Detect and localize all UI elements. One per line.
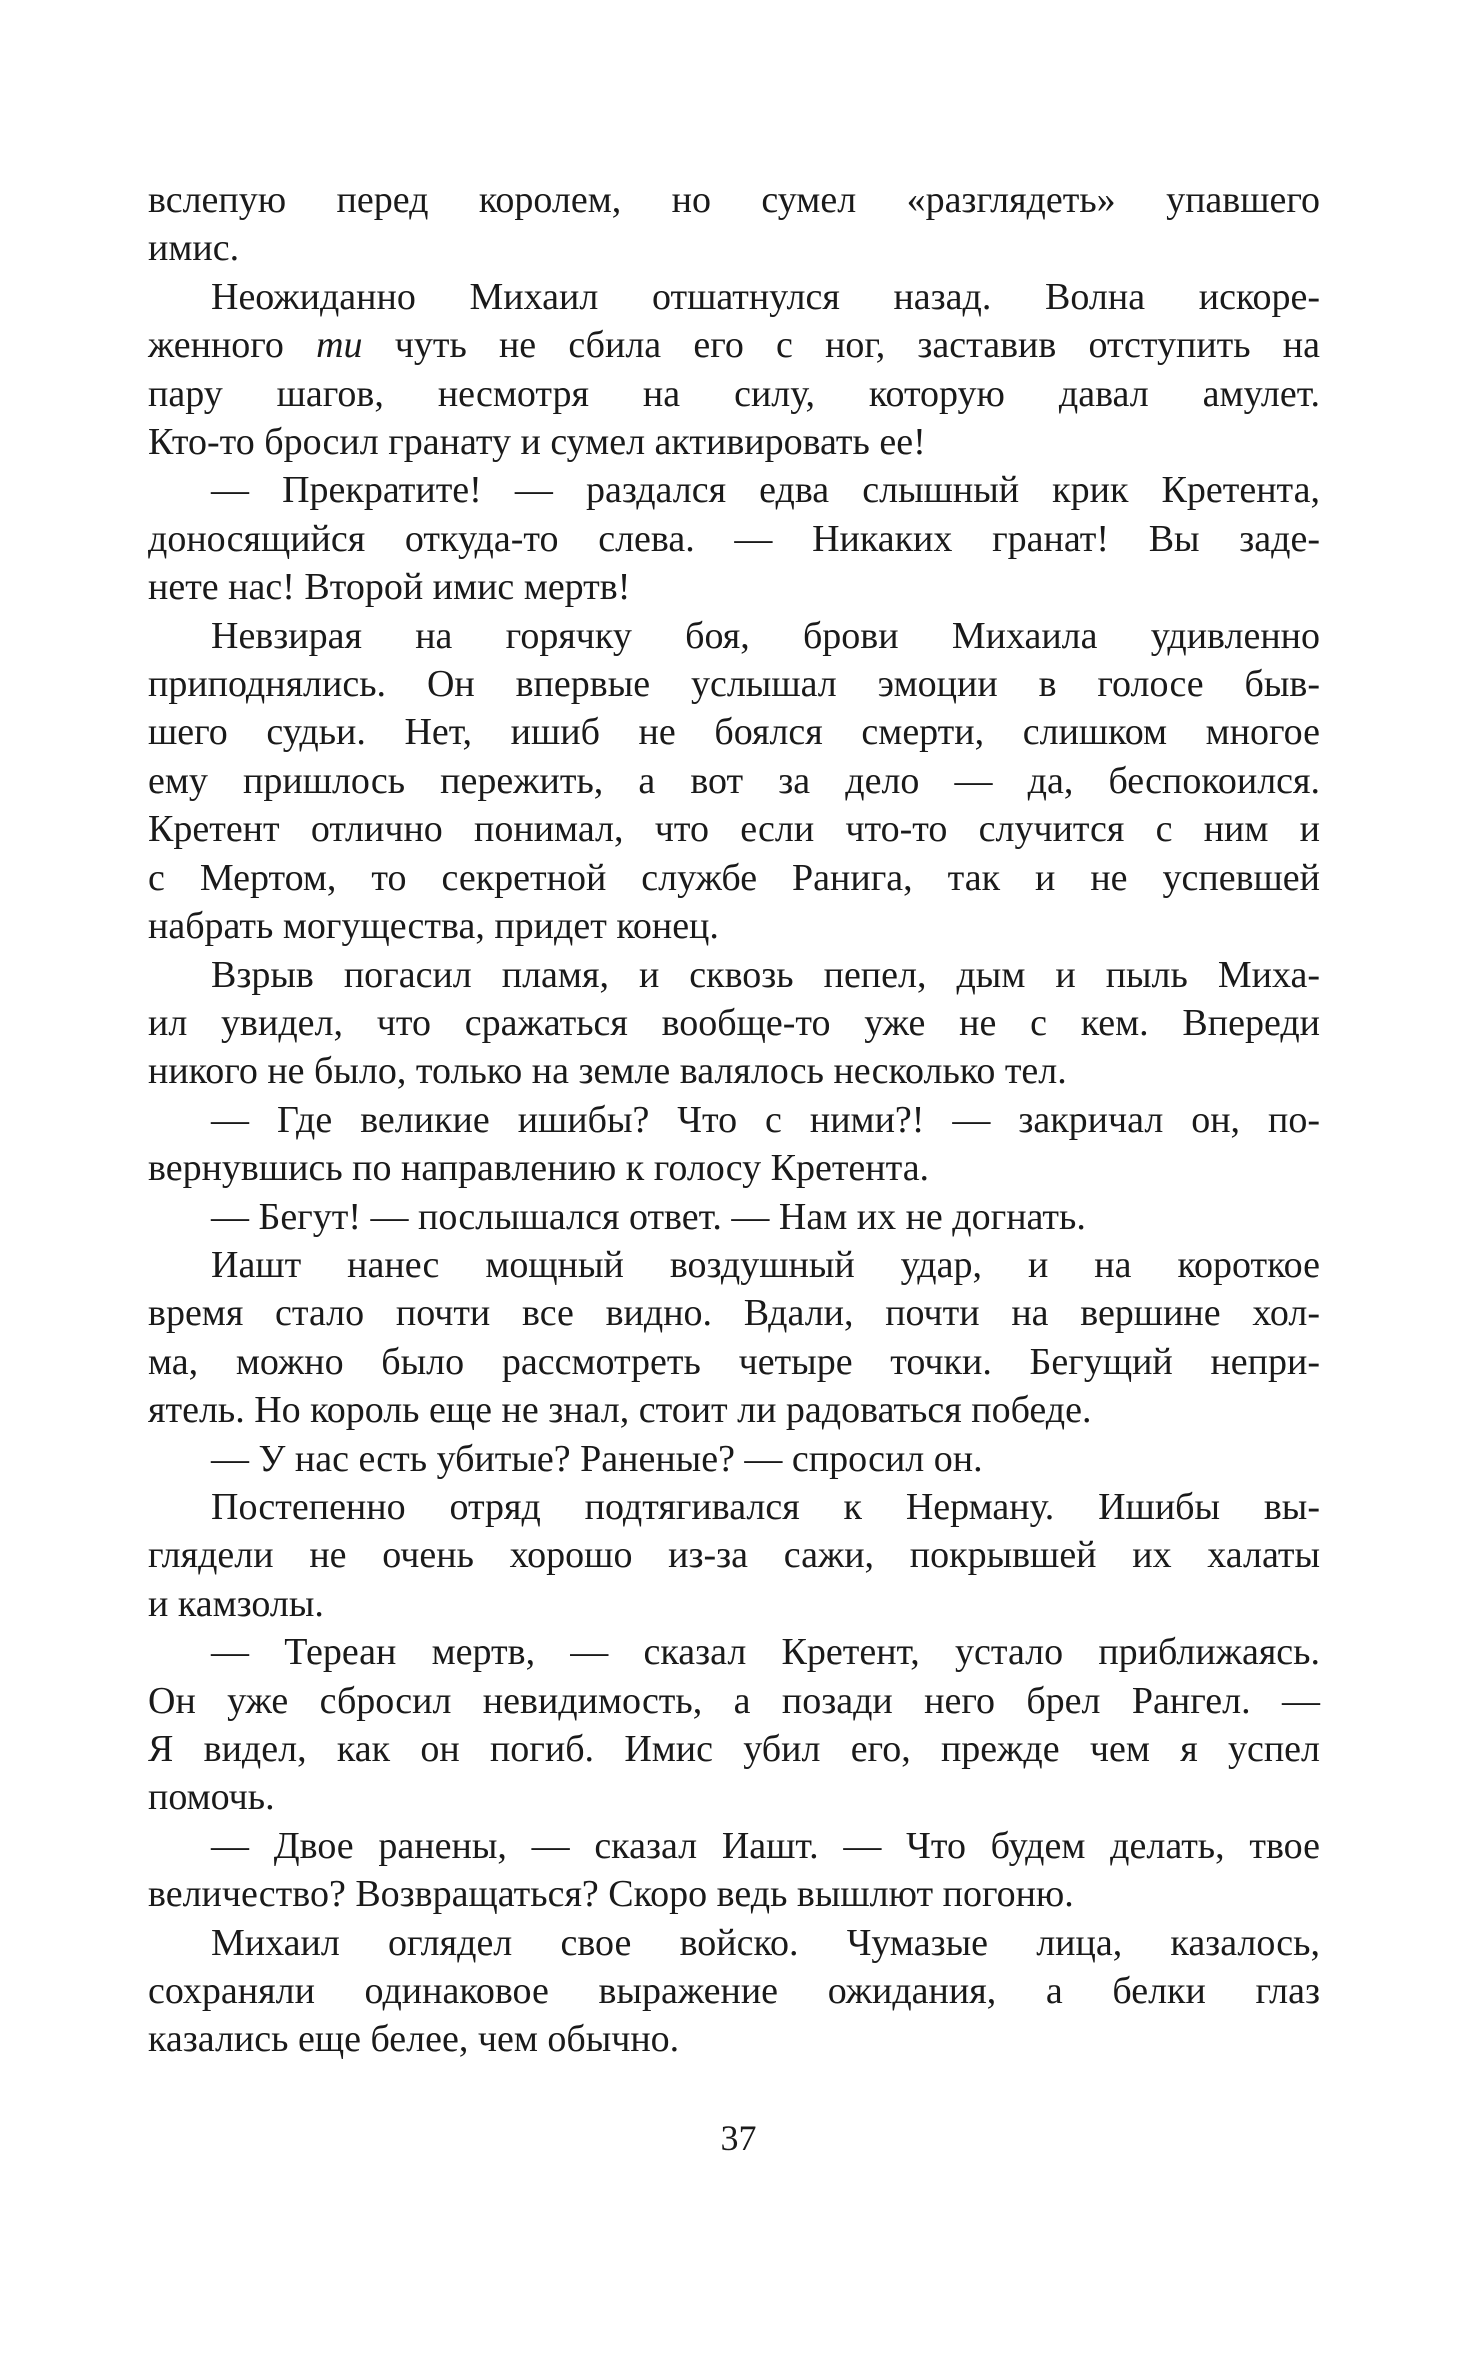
text-line: Кретент отлично понимал, что если что-то случится с ним и [148, 808, 1320, 851]
text-line: помочь. [148, 1776, 275, 1819]
text-line: женного ти чуть не сбила его с ног, заставив отступить на [148, 324, 1320, 367]
text-line: набрать могущества, придет конец. [148, 905, 719, 948]
text-line: — Тереан мертв, — сказал Кретент, устало приближаясь. [211, 1631, 1320, 1674]
text-line: Взрыв погасил пламя, и сквозь пепел, дым и пыль Миха- [211, 953, 1320, 996]
text-line: Кто-то бросил гранату и сумел активировать ее! [148, 421, 926, 464]
text-line: Иашт нанес мощный воздушный удар, и на короткое [211, 1243, 1320, 1286]
text-line: нете нас! Второй имис мертв! [148, 566, 631, 609]
paragraph [148, 1628, 1320, 1822]
paragraph [148, 1096, 1320, 1193]
text-line: ил увидел, что сражаться вообще-то уже не с кем. Впереди [148, 1001, 1320, 1044]
paragraph [148, 1241, 1320, 1435]
text-line: — Бегут! — послышался ответ. — Нам их не догнать. [211, 1195, 1086, 1238]
italic-term: ти [316, 324, 363, 367]
text-line: вслепую перед королем, но сумел «разглядеть» упавшего [148, 179, 1320, 221]
text-line: пару шагов, несмотря на силу, которую давал амулет. [148, 372, 1320, 415]
text-line: ему пришлось пережить, а вот за дело — да, беспокоился. [148, 759, 1320, 802]
text-line: вернувшись по направлению к голосу Кретента. [148, 1147, 930, 1190]
text-line: с Мертом, то секретной службе Ранига, так и не успевшей [148, 856, 1320, 899]
paragraph [148, 1483, 1320, 1628]
text-line: Я видел, как он погиб. Имис убил его, прежде чем я успел [148, 1728, 1320, 1770]
text-line: величество? Возвращаться? Скоро ведь вышлют погоню. [148, 1873, 1074, 1916]
text-line: ма, можно было рассмотреть четыре точки. Бегущий непри- [148, 1340, 1320, 1383]
text-line: доносящийся откуда-то слева. — Никаких гранат! Вы заде- [148, 517, 1320, 560]
paragraph [148, 612, 1320, 951]
paragraph [148, 1919, 1320, 2064]
text-line: сохраняли одинаковое выражение ожидания, а белки глаз [148, 1970, 1320, 2013]
text-line: никого не было, только на земле валялось несколько тел. [148, 1050, 1067, 1093]
text-line: шего судьи. Нет, ишиб не боялся смерти, слишком многое [148, 711, 1320, 754]
text-line: Михаил оглядел свое войско. Чумазые лица, казалось, [211, 1921, 1320, 1964]
paragraph [148, 951, 1320, 1096]
paragraph [148, 1193, 1320, 1241]
paragraph [148, 1822, 1320, 1919]
text-line: Он уже сбросил невидимость, а позади него брел Рангел. — [148, 1679, 1320, 1722]
text-line: — Двое ранены, — сказал Иашт. — Что будем делать, твое [211, 1824, 1320, 1867]
page-body [148, 176, 1320, 2064]
text-line: — Где великие ишибы? Что с ними?! — закричал он, по- [211, 1098, 1320, 1141]
text-line: казались еще белее, чем обычно. [148, 2018, 680, 2061]
page-number: 37 [720, 2118, 757, 2158]
text-line: ятель. Но король еще не знал, стоит ли радоваться победе. [148, 1389, 1092, 1432]
text-line: и камзолы. [148, 1582, 324, 1625]
paragraph [148, 1435, 1320, 1483]
text-line: глядели не очень хорошо из-за сажи, покрывшей их халаты [148, 1534, 1320, 1577]
text-line: Постепенно отряд подтягивался к Нерману. Ишибы вы- [211, 1485, 1320, 1528]
text-line: имис. [148, 227, 240, 270]
text-line: приподнялись. Он впервые услышал эмоции в голосе быв- [148, 663, 1320, 706]
text-line: — Прекратите! — раздался едва слышный крик Кретента, [211, 469, 1320, 512]
paragraph [148, 466, 1320, 611]
text-line: Невзирая на горячку боя, брови Михаила удивленно [211, 614, 1320, 657]
paragraph [148, 176, 1320, 273]
paragraph [148, 273, 1320, 467]
text-line: время стало почти все видно. Вдали, почти на вершине хол- [148, 1292, 1320, 1335]
text-line: Неожиданно Михаил отшатнулся назад. Волна искоре- [211, 275, 1320, 318]
text-line: — У нас есть убитые? Раненые? — спросил он. [211, 1437, 983, 1480]
